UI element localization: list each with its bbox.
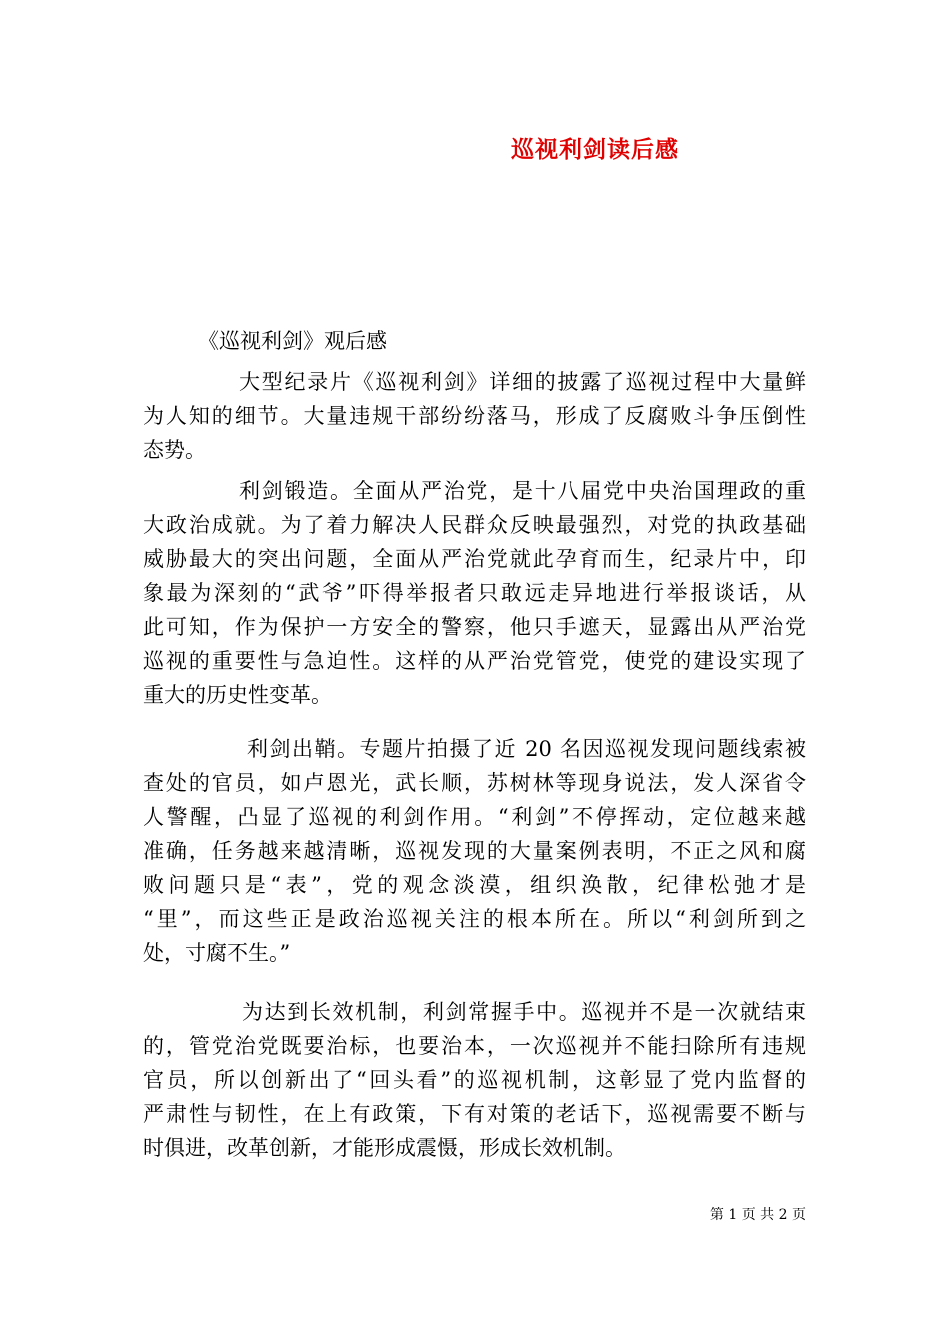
paragraph-line: 为达到长效机制，利剑常握手中。巡视并不是一次就结束 xyxy=(242,1000,806,1024)
paragraph-line: 利剑锻造。全面从严治党，是十八届党中央治国理政的重 xyxy=(239,479,806,503)
document-subtitle: 《巡视利剑》观后感 xyxy=(198,329,387,353)
paragraph-line: 大政治成就。为了着力解决人民群众反映最强烈，对党的执政基础 xyxy=(143,513,806,537)
paragraph-line: 重大的历史性变革。 xyxy=(143,683,332,707)
paragraph-line: 官员，所以创新出了“回头看”的巡视机制，这彰显了党内监督的 xyxy=(143,1068,806,1092)
paragraph-line: 威胁最大的突出问题，全面从严治党就此孕育而生，纪录片中，印 xyxy=(143,547,806,571)
paragraph-line: “里”，而这些正是政治巡视关注的根本所在。所以“利剑所到之 xyxy=(143,907,806,931)
paragraph-line: 人警醒，凸显了巡视的利剑作用。“利剑”不停挥动，定位越来越 xyxy=(143,805,806,829)
paragraph-line: 大型纪录片《巡视利剑》详细的披露了巡视过程中大量鲜 xyxy=(239,370,806,394)
paragraph-line: 象最为深刻的“武爷”吓得举报者只敢远走异地进行举报谈话，从 xyxy=(143,581,806,605)
document-title: 巡视利剑读后感 xyxy=(511,136,679,163)
page-number: 第 1 页 共 2 页 xyxy=(709,1207,806,1223)
paragraph-line: 的，管党治党既要治标，也要治本，一次巡视并不能扫除所有违规 xyxy=(143,1034,806,1058)
paragraph-line: 为人知的细节。大量违规干部纷纷落马，形成了反腐败斗争压倒性 xyxy=(143,404,806,428)
paragraph-line: 准确，任务越来越清晰，巡视发现的大量案例表明，不正之风和腐 xyxy=(143,839,806,863)
paragraph-line: 巡视的重要性与急迫性。这样的从严治党管党，使党的建设实现了 xyxy=(143,649,806,673)
paragraph-line: 查处的官员，如卢恩光，武长顺，苏树林等现身说法，发人深省令 xyxy=(143,771,806,795)
paragraph-line: 严肃性与韧性，在上有政策，下有对策的老话下，巡视需要不断与 xyxy=(143,1102,806,1126)
paragraph-line: 态势。 xyxy=(143,438,206,462)
paragraph-line: 处，寸腐不生。” xyxy=(143,941,291,965)
paragraph-line: 此可知，作为保护一方安全的警察，他只手遮天，显露出从严治党 xyxy=(143,615,806,639)
paragraph-line: 利剑出鞘。专题片拍摄了近 20 名因巡视发现问题线索被 xyxy=(247,737,806,761)
paragraph-line: 败问题只是“表”，党的观念淡漠，组织涣散，纪律松弛才是 xyxy=(143,873,806,897)
paragraph-line: 时俱进，改革创新，才能形成震慑，形成长效机制。 xyxy=(143,1136,626,1160)
